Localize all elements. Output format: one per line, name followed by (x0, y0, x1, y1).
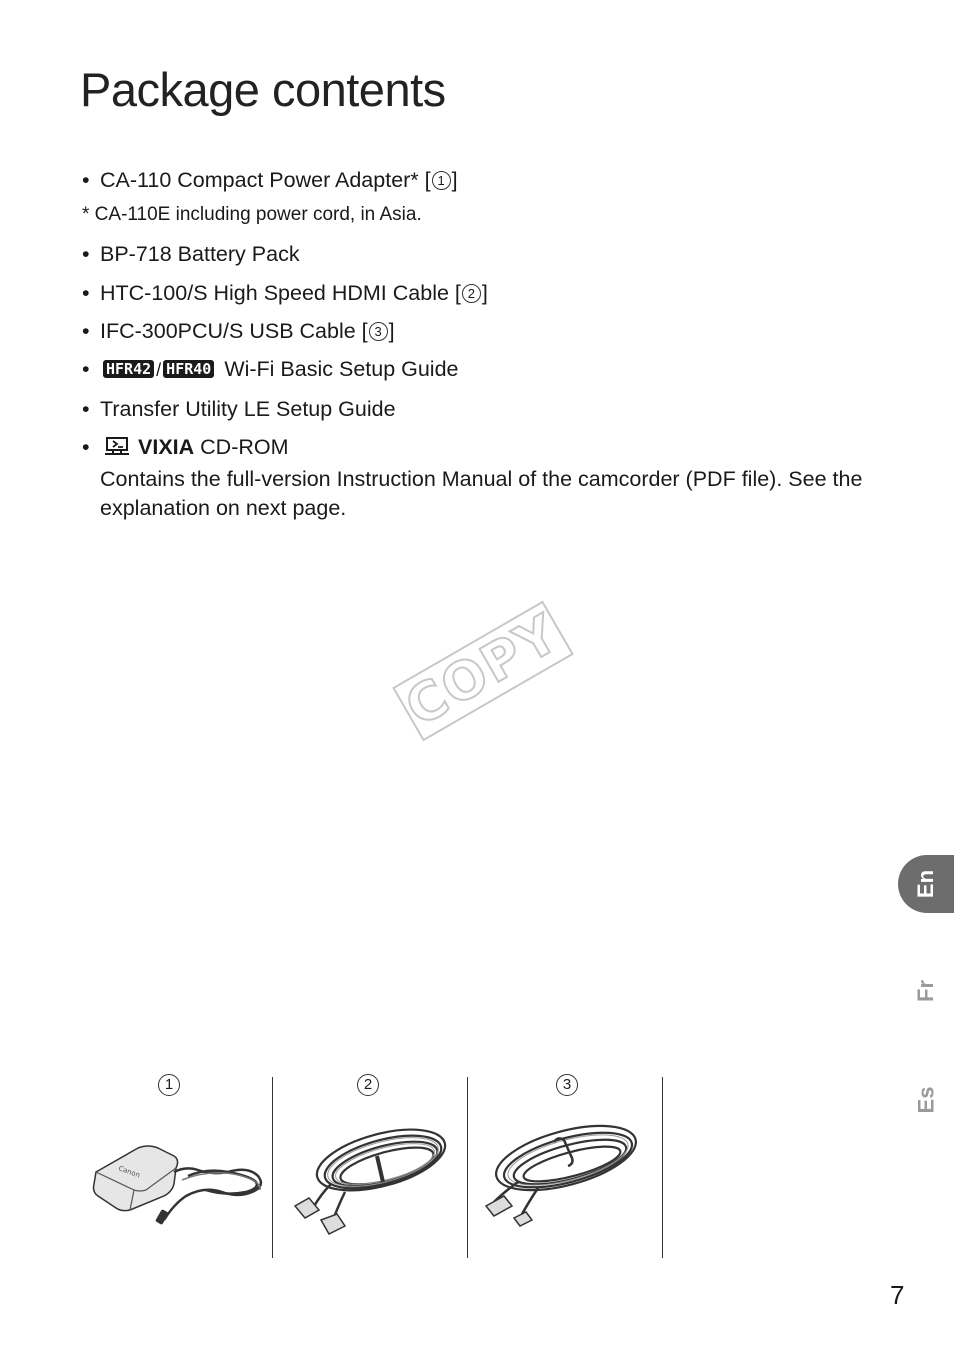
list-item-cd-rom (82, 433, 882, 523)
list-item-wifi-guide (82, 355, 882, 384)
page-number: 7 (890, 1280, 905, 1310)
bullet: • (82, 281, 90, 305)
slash: / (156, 360, 162, 380)
bullet: • (82, 357, 90, 381)
bracket: ] (451, 168, 458, 192)
item-description: Contains the full-version Instruction Manual of the camcorder (PDF file). See the explanation on next page. (100, 467, 863, 520)
bracket: ] (481, 281, 488, 305)
computer-icon (104, 435, 132, 465)
list-item-hdmi-cable (82, 279, 882, 307)
figure-number: 2 (357, 1074, 379, 1096)
model-badge-hfr42: HFR42 (103, 360, 154, 378)
svg-text:Canon: Canon (117, 1164, 142, 1180)
copy-watermark (392, 601, 574, 742)
lang-tab-es[interactable] (898, 1071, 954, 1129)
hdmi-cable-illustration (273, 1112, 467, 1252)
figure-usb-cable (468, 1072, 662, 1258)
list-item-power-adapter (82, 166, 882, 194)
figure-hdmi-cable (273, 1072, 467, 1258)
bullet: • (82, 435, 90, 459)
usb-cable-illustration (468, 1112, 662, 1252)
bracket: ] (388, 319, 395, 343)
list-item-usb-cable (82, 317, 882, 345)
item-text: Wi-Fi Basic Setup Guide (224, 357, 459, 381)
footnote: * CA-110E including power cord, in Asia. (82, 204, 422, 225)
model-badge-hfr40: HFR40 (163, 360, 214, 378)
bullet: • (82, 242, 90, 266)
item-text: CA-110 Compact Power Adapter* [ (100, 168, 431, 192)
brand-name: VIXIA (138, 435, 195, 459)
watermark-text: COPY (396, 603, 570, 739)
ref-number: 1 (432, 171, 451, 190)
lang-label: Es (912, 1086, 938, 1114)
figure-divider (662, 1077, 663, 1258)
item-text: Transfer Utility LE Setup Guide (100, 397, 396, 421)
item-text: BP-718 Battery Pack (100, 242, 300, 266)
lang-tab-en[interactable] (898, 855, 954, 913)
ref-number: 2 (462, 284, 481, 303)
power-adapter-illustration (78, 1112, 272, 1252)
figure-power-adapter (78, 1072, 272, 1258)
list-item-battery-pack (82, 240, 882, 268)
ref-number: 3 (369, 322, 388, 341)
bullet: • (82, 397, 90, 421)
item-text: HTC-100/S High Speed HDMI Cable [ (100, 281, 461, 305)
lang-tab-fr[interactable] (898, 962, 954, 1020)
bullet: • (82, 168, 90, 192)
package-contents-list (82, 166, 882, 523)
item-text: IFC-300PCU/S USB Cable [ (100, 319, 368, 343)
list-item-transfer-guide (82, 395, 882, 423)
bullet: • (82, 319, 90, 343)
lang-label: En (913, 869, 938, 899)
figure-number: 3 (556, 1074, 578, 1096)
figure-number: 1 (158, 1074, 180, 1096)
lang-label: Fr (913, 980, 938, 1002)
item-text: CD-ROM (200, 435, 289, 459)
page-title: Package contents (80, 63, 446, 116)
